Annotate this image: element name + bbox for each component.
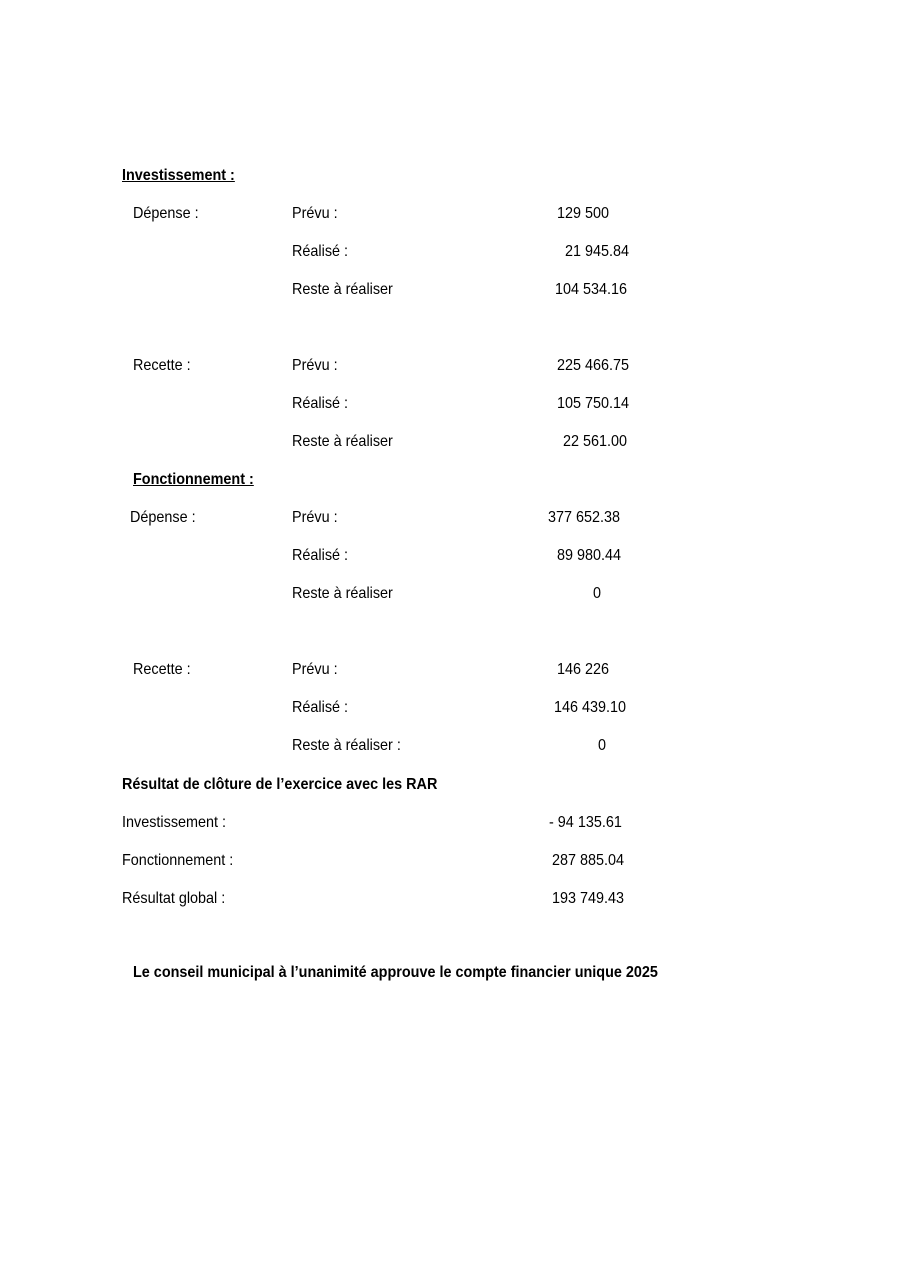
inv-depense-prevu-value: 129 500 [557,205,610,222]
fonc-depense-realise-label: Réalisé : [292,547,349,564]
fonc-depense-label: Dépense : [130,509,196,526]
fonctionnement-heading: Fonctionnement : [133,471,254,488]
fonc-recette-realise-value: 146 439.10 [554,699,627,716]
inv-depense-reste-label: Reste à réaliser [292,281,393,298]
fonc-recette-label: Recette : [133,661,191,678]
fonc-depense-realise-value: 89 980.44 [557,547,622,564]
inv-recette-realise-value: 105 750.14 [557,395,630,412]
inv-recette-reste-label: Reste à réaliser [292,433,393,450]
inv-recette-label: Recette : [133,357,191,374]
fonc-depense-prevu-label: Prévu : [292,509,338,526]
inv-recette-realise-label: Réalisé : [292,395,349,412]
resultat-fonctionnement-value: 287 885.04 [552,852,625,869]
inv-depense-realise-label: Réalisé : [292,243,349,260]
resultat-global-value: 193 749.43 [552,890,625,907]
resultat-heading: Résultat de clôture de l’exercice avec les RAR [122,776,438,793]
inv-recette-prevu-label: Prévu : [292,357,338,374]
fonc-depense-reste-value: 0 [593,585,602,602]
conclusion-text: Le conseil municipal à l’unanimité approuve le compte financier unique 2025 [133,964,658,981]
investissement-heading: Investissement : [122,167,235,184]
fonc-recette-realise-label: Réalisé : [292,699,349,716]
fonc-recette-reste-value: 0 [598,737,607,754]
resultat-fonctionnement-label: Fonctionnement : [122,852,234,869]
inv-depense-reste-value: 104 534.16 [555,281,628,298]
fonc-depense-reste-label: Reste à réaliser [292,585,393,602]
fonc-recette-prevu-value: 146 226 [557,661,610,678]
inv-recette-prevu-value: 225 466.75 [557,357,630,374]
fonc-recette-prevu-label: Prévu : [292,661,338,678]
resultat-global-label: Résultat global : [122,890,226,907]
inv-depense-label: Dépense : [133,205,199,222]
resultat-investissement-label: Investissement : [122,814,227,831]
inv-depense-realise-value: 21 945.84 [565,243,630,260]
inv-recette-reste-value: 22 561.00 [563,433,628,450]
fonc-recette-reste-label: Reste à réaliser : [292,737,401,754]
inv-depense-prevu-label: Prévu : [292,205,338,222]
fonc-depense-prevu-value: 377 652.38 [548,509,621,526]
resultat-investissement-value: - 94 135.61 [549,814,622,831]
